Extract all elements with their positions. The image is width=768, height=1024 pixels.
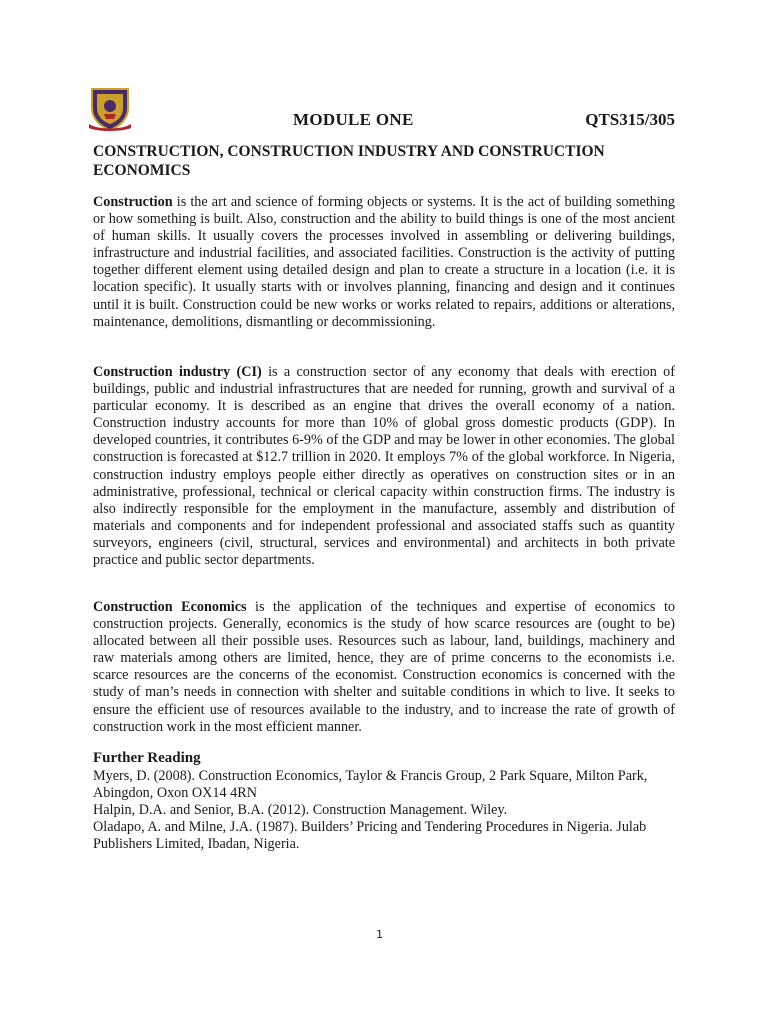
construction-paragraph xyxy=(93,194,675,331)
construction-economics-definition: is the application of the techniques and expertise of economics to construction projects. Generally, economics is the study of how scarce resources are (ought to be) allocated between all their possible uses. Resources such as labour, land, buildings, machinery and raw materials among others are limited, hence, they are of prime concerns to the economists i.e. scarce resources are the concerns of the economist. Construction economics is concerned with the study of man’s needs in connection with shelter and suitable conditions in which to live. It seeks to ensure the efficient use of resources available to the industry, and to increase the rate of growth of construction work in the most efficient manner. xyxy=(93,599,676,735)
further-reading-title: Further Reading xyxy=(93,750,201,766)
construction-industry-paragraph xyxy=(93,364,675,569)
construction-economics-paragraph xyxy=(93,599,675,736)
main-heading: CONSTRUCTION, CONSTRUCTION INDUSTRY AND CONSTRUCTION ECONOMICS xyxy=(93,143,605,179)
course-code: QTS315/305 xyxy=(585,110,675,129)
module-title: MODULE ONE xyxy=(293,110,414,129)
reference-item: Oladapo, A. and Milne, J.A. (1987). Builders’ Pricing and Tendering Procedures in Nigeria. Julab Publishers Limited, Ibadan, Nigeria. xyxy=(93,819,647,853)
reference-item: Halpin, D.A. and Senior, B.A. (2012). Construction Management. Wiley. xyxy=(93,802,508,819)
construction-economics-term: Construction Economics xyxy=(93,599,247,615)
construction-industry-definition: is a construction sector of any economy that deals with erection of buildings, public and industrial infrastructures that are needed for running, growth and survival of a particular economy. It is described as an engine that drives the overall economy of a nation. Construction industry accounts for more than 10% of global gross domestic products (GDP). In developed countries, it contributes 6-9% of the GDP and may be lower in other economies. The global construction is forecasted at $12.7 trillion in 2020. It employs 7% of the global workforce. In Nigeria, construction industry employs people either directly as operatives on construction sites or in an administrative, professional, technical or clerical capacity within construction firms. The industry is also indirectly responsible for the employment in the manufacture, assembly and distribution of materials and components and for independent professional and associated staffs such as quantity surveyors, engineers (civil, structural, services and environmental) and architects in both private practice and public sector departments. xyxy=(93,364,675,569)
construction-term: Construction xyxy=(93,194,173,210)
page-number: 1 xyxy=(376,928,383,941)
further-reading-section xyxy=(93,750,675,854)
reference-item: Myers, D. (2008). Construction Economics, Taylor & Francis Group, 2 Park Square, Milton Park, Abingdon, Oxon OX14 4RN xyxy=(93,768,648,802)
construction-industry-term: Construction industry (CI) xyxy=(93,364,262,380)
construction-definition: is the art and science of forming objects or systems. It is the act of building something or how something is built. Also, construction and the ability to build things is one of the most ancient of human skills. It usually covers the processes involved in assembling or delivering buildings, infrastructure and industrial facilities, and associated facilities. Construction is the activity of putting together different element using detailed design and plan to create a structure in a location (i.e. it is location specific). It usually starts with or involves planning, financing and design and it continues until it is built. Construction could be new works or works related to repairs, additions or alterations, maintenance, demolitions, dismantling or decommissioning. xyxy=(93,194,675,330)
page-header xyxy=(93,110,675,132)
